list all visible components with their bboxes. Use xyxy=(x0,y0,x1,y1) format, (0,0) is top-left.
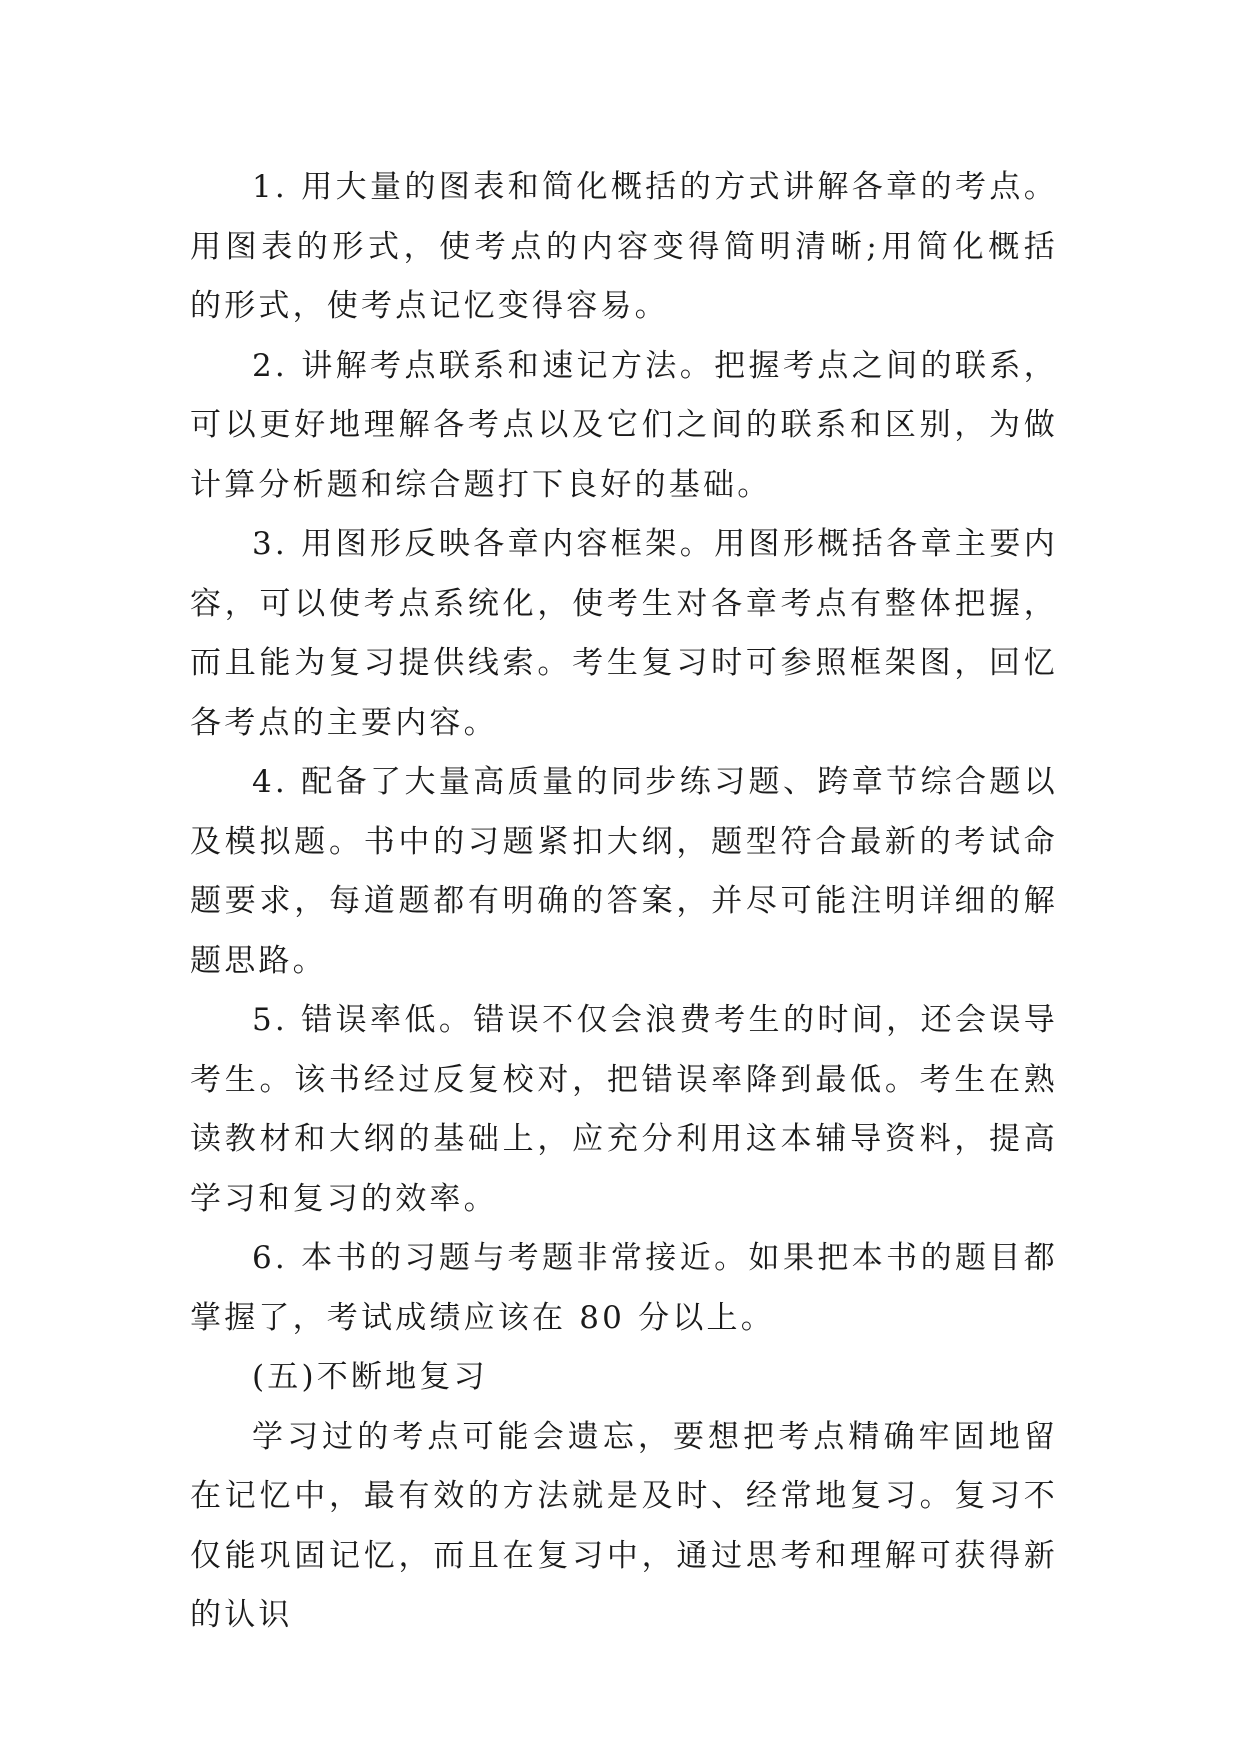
section-heading: (五)不断地复习 xyxy=(252,1359,488,1395)
paragraph-item-1: 1. 用大量的图表和简化概括的方式讲解各章的考点。用图表的形式，使考点的内容变得简明清晰;用简化概括的形式，使考点记忆变得容易。 xyxy=(190,169,1058,324)
document-body xyxy=(190,158,1058,1646)
paragraph-item-6: 6. 本书的习题与考题非常接近。如果把本书的题目都掌握了，考试成绩应该在 80 分以上。 xyxy=(190,1240,1058,1336)
paragraph-item-3: 3. 用图形反映各章内容框架。用图形概括各章主要内容，可以使考点系统化，使考生对各章考点有整体把握，而且能为复习提供线索。考生复习时可参照框架图，回忆各考点的主要内容。 xyxy=(190,526,1058,741)
paragraph-review: 学习过的考点可能会遗忘，要想把考点精确牢固地留在记忆中，最有效的方法就是及时、经常地复习。复习不仅能巩固记忆，而且在复习中，通过思考和理解可获得新的认识 xyxy=(190,1418,1058,1633)
paragraph-item-2: 2. 讲解考点联系和速记方法。把握考点之间的联系，可以更好地理解各考点以及它们之间的联系和区别，为做计算分析题和综合题打下良好的基础。 xyxy=(190,347,1058,503)
paragraph-item-5: 5. 错误率低。错误不仅会浪费考生的时间，还会误导考生。该书经过反复校对，把错误率降到最低。考生在熟读教材和大纲的基础上，应充分利用这本辅导资料，提高学习和复习的效率。 xyxy=(190,1002,1058,1217)
paragraph-item-4: 4. 配备了大量高质量的同步练习题、跨章节综合题以及模拟题。书中的习题紧扣大纲，题型符合最新的考试命题要求，每道题都有明确的答案，并尽可能注明详细的解题思路。 xyxy=(190,764,1058,979)
